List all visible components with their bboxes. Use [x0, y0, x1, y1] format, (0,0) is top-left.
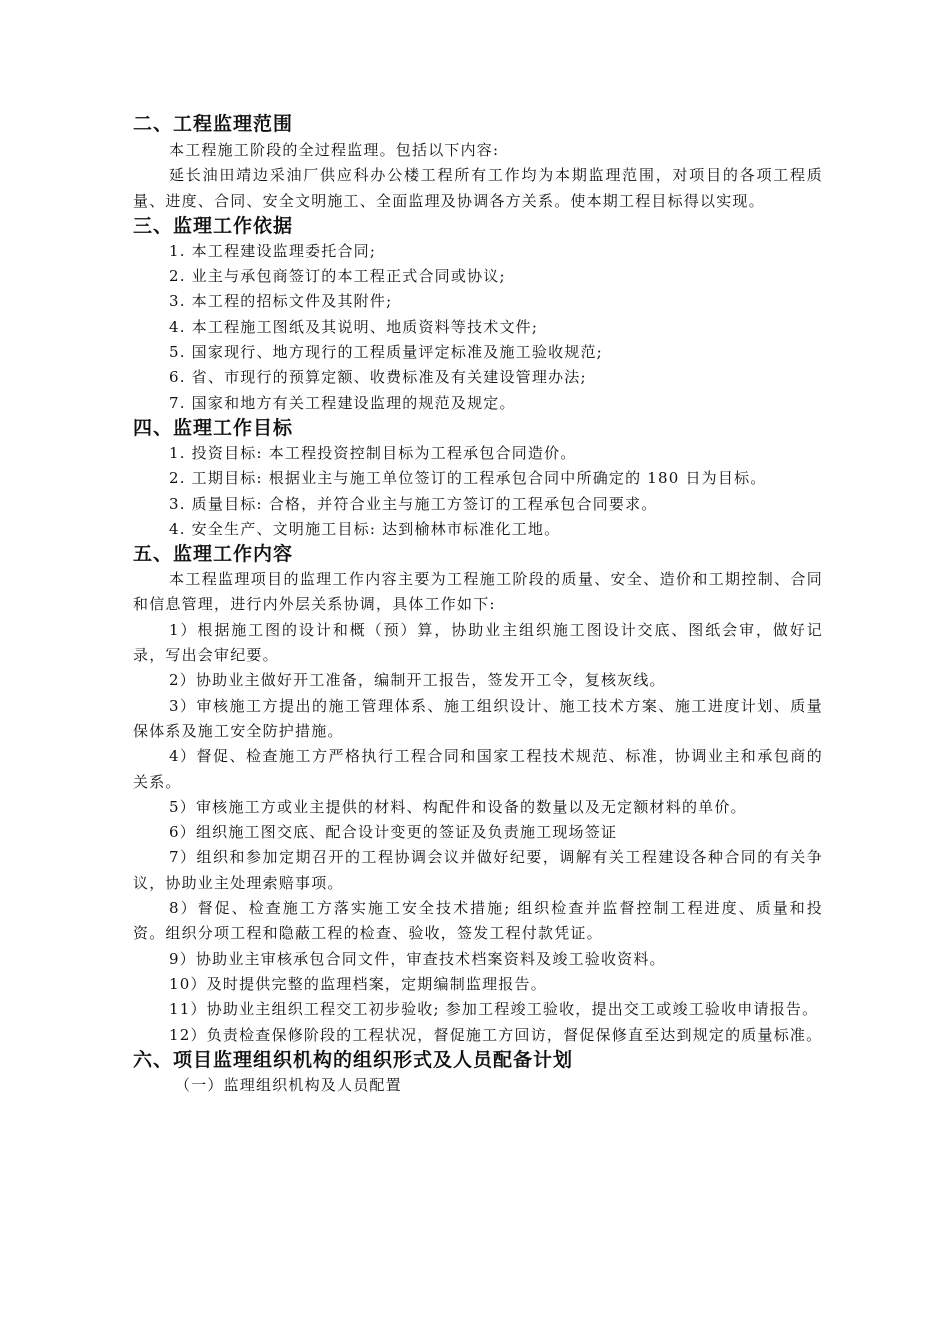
goal-item: 1. 投资目标: 本工程投资控制目标为工程承包合同造价。 — [169, 443, 577, 462]
basis-item: 1. 本工程建设监理委托合同; — [169, 241, 377, 260]
basis-item: 4. 本工程施工图纸及其说明、地质资料等技术文件; — [169, 317, 539, 336]
content-item: 8）督促、检查施工方落实施工安全技术措施; 组织检查并监督控制工程进度、质量和投资。组织分项工程和隐蔽工程的检查、验收，签发工程付款凭证。 — [133, 899, 823, 943]
basis-item: 2. 业主与承包商签订的本工程正式合同或协议; — [169, 267, 506, 286]
content-item: 6）组织施工图交底、配合设计变更的签证及负责施工现场签证 — [169, 823, 618, 842]
content-item: 11）协助业主组织工程交工初步验收; 参加工程竣工验收，提出交工或竣工验收申请报告。 — [169, 1000, 819, 1019]
section-heading-content: 五、监理工作内容 — [133, 543, 294, 566]
section-heading-organization: 六、项目监理组织机构的组织形式及人员配备计划 — [133, 1048, 574, 1071]
section-heading-goals: 四、监理工作目标 — [133, 416, 294, 439]
content-item: 2）协助业主做好开工准备，编制开工报告，签发开工令，复核灰线。 — [169, 671, 666, 690]
basis-item: 6. 省、市现行的预算定额、收费标准及有关建设管理办法; — [169, 368, 587, 387]
content-item: 4）督促、检查施工方严格执行工程合同和国家工程技术规范、标准，协调业主和承包商的关系。 — [133, 747, 823, 791]
goal-item: 3. 质量目标: 合格，并符合业主与施工方签订的工程承包合同要求。 — [169, 494, 658, 513]
section-heading-scope: 二、工程监理范围 — [133, 113, 294, 135]
content-item: 12）负责检查保修阶段的工程状况，督促施工方回访，督促保修直至达到规定的质量标准。 — [169, 1025, 823, 1044]
basis-item: 5. 国家现行、地方现行的工程质量评定标准及施工验收规范; — [169, 343, 603, 362]
content-item: 10）及时提供完整的监理档案，定期编制监理报告。 — [169, 974, 547, 993]
scope-para-1: 本工程施工阶段的全过程监理。包括以下内容: — [169, 141, 500, 159]
content-item: 5）审核施工方或业主提供的材料、构配件和设备的数量以及无定额材料的单价。 — [169, 797, 747, 816]
goal-item: 4. 安全生产、文明施工目标: 达到榆林市标准化工地。 — [169, 519, 561, 538]
content-item: 1）根据施工图的设计和概（预）算，协助业主组织施工图设计交底、图纸会审，做好记录，写出会审纪要。 — [133, 620, 823, 665]
content-item: 7）组织和参加定期召开的工程协调会议并做好纪要，调解有关工程建设各种合同的有关争议，协助业主处理索赔事项。 — [133, 848, 823, 892]
goal-item: 2. 工期目标: 根据业主与施工单位签订的工程承包合同中所确定的 180 日为目标。 — [169, 469, 767, 488]
section-heading-basis: 三、监理工作依据 — [133, 214, 294, 237]
basis-item: 7. 国家和地方有关工程建设监理的规范及规定。 — [169, 393, 516, 412]
document-page — [133, 112, 823, 1098]
basis-item: 3. 本工程的招标文件及其附件; — [169, 292, 393, 311]
subsection-heading-staffing: （一）监理组织机构及人员配置 — [175, 1075, 402, 1094]
content-intro: 本工程监理项目的监理工作内容主要为工程施工阶段的质量、安全、造价和工期控制、合同和信息管理，进行内外层关系协调，具体工作如下: — [133, 570, 823, 614]
content-item: 9）协助业主审核承包合同文件，审查技术档案资料及竣工验收资料。 — [169, 949, 666, 968]
scope-para-2: 延长油田靖边采油厂供应科办公楼工程所有工作均为本期监理范围，对项目的各项工程质量、进度、合同、安全文明施工、全面监理及协调各方关系。使本期工程目标得以实现。 — [133, 166, 823, 210]
content-item: 3）审核施工方提出的施工管理体系、施工组织设计、施工技术方案、施工进度计划、质量保体系及施工安全防护措施。 — [133, 696, 823, 740]
